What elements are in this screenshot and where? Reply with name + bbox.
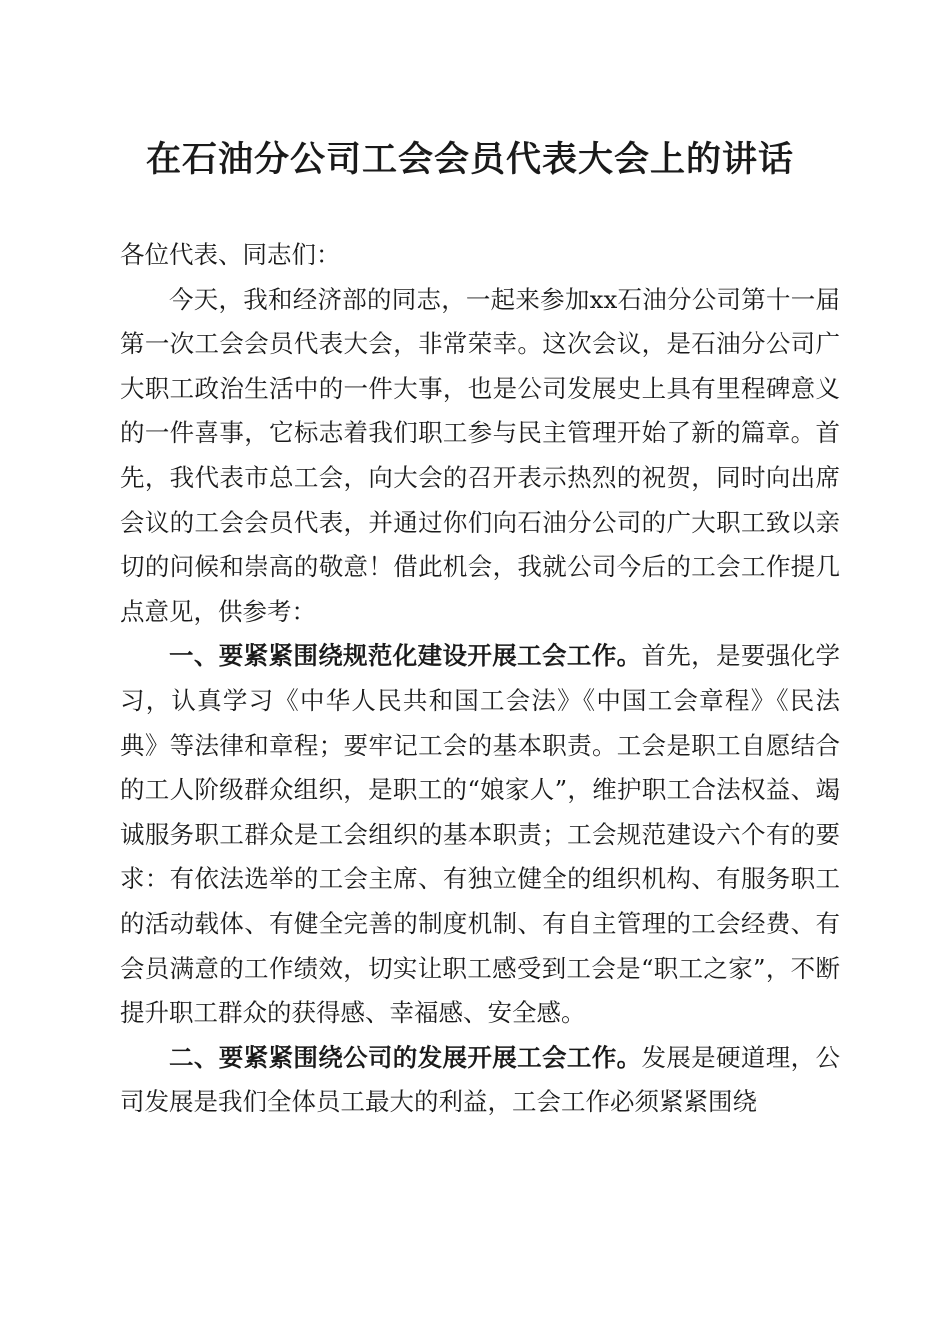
section-heading: 一、要紧紧围绕规范化建设开展工会工作。 (169, 641, 642, 671)
paragraph-section-1 (120, 634, 840, 1035)
paragraph-section-2 (120, 1036, 840, 1125)
paragraph-text: 发展是硬道理，公司发展是我们全体员工最大的利益，工会工作必须紧紧围绕 (120, 1042, 841, 1117)
document-body (120, 233, 840, 1125)
paragraph-opening (120, 278, 840, 635)
section-heading: 二、要紧紧围绕公司的发展开展工会工作。 (169, 1042, 642, 1072)
paragraph-text: 首先，是要强化学习，认真学习《中华人民共和国工会法》《中国工会章程》《民法典》等法律和章程；要牢记工会的基本职责。工会是职工自愿结合的工人阶级群众组织，是职工的“娘家人”，维护职工合法权益、竭诚服务职工群众是工会组织的基本职责；工会规范建设六个有的要求：有依法选举的工会主席、有独立健全的组织机构、有服务职工的活动载体、有健全完善的制度机制、有自主管理的工会经费、有会员满意的工作绩效，切实让职工感受到工会是“职工之家”，不断提升职工群众的获得感、幸福感、安全感。 (120, 641, 841, 1028)
paragraph-text: 今天，我和经济部的同志，一起来参加xx石油分公司第十一届第一次工会会员代表大会，非常荣幸。这次会议，是石油分公司广大职工政治生活中的一件大事，也是公司发展史上具有里程碑意义的一件喜事，它标志着我们职工参与民主管理开始了新的篇章。首先，我代表市总工会，向大会的召开表示热烈的祝贺，同时向出席会议的工会会员代表，并通过你们向石油分公司的广大职工致以亲切的问候和崇高的敬意！借此机会，我就公司今后的工会工作提几点意见，供参考： (120, 284, 840, 626)
document-title: 在石油分公司工会会员代表大会上的讲话 (145, 139, 794, 180)
salutation: 各位代表、同志们： (120, 240, 341, 269)
